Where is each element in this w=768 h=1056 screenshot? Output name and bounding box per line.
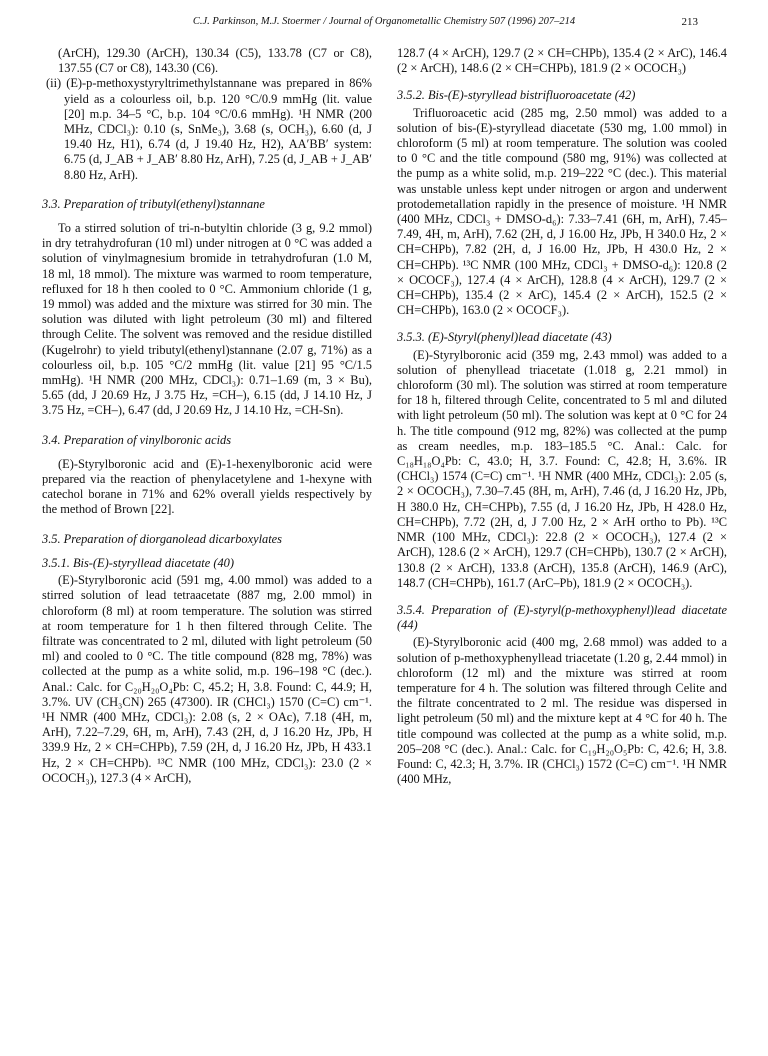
- section-heading-3-5: 3.5. Preparation of diorganolead dicarboxylates: [42, 531, 282, 546]
- paragraph-3-4: (E)-Styrylboronic acid and (E)-1-hexenylboronic acid were prepared via the reaction of phenylacetylene and 1-hexyne with catechol borane in 71% and 62% overall yields respectively by the method of Brown [22].: [42, 456, 372, 517]
- page-number: 213: [681, 16, 698, 28]
- paragraph-3-5-1: (E)-Styrylboronic acid (591 mg, 4.00 mmol) was added to a stirred solution of lead tetraacetate (887 mg, 2.00 mmol) in chloroform (8 ml) at room temperature. The solution was stirred at room temperature for 1 h then filtered through Celite. The filtrate was concentrated to 2 ml, diluted with light petroleum (50 ml) and cooled to 0 °C. The title compound (828 mg, 78%) was collected at the pump as a white solid, m.p. 196–198 °C (dec.). Anal.: Calc. for C₂₀H₂₀O₄Pb: C, 45.2; H, 3.8. Found: C, 44.9; H, 3.7%. UV (CH₃CN) 265 (47300). IR (CHCl₃) 1570 (C=C) cm⁻¹. ¹H NMR (400 MHz, CDCl₃): 2.08 (s, 2 × OAc), 7.18 (4H, m, ArH), 7.22–7.29, 6H, m, ArH), 7.43 (2H, d, J 16.20 Hz, JPb, H 339.9 Hz, 2 × CH=CHPb), 7.59 (2H, d, J 16.20 Hz, JPb, H 433.1 Hz, 2 × CH=CHPb). ¹³C NMR (100 MHz, CDCl₃): 23.0 (2 × OCOCH₃), 127.3 (4 × ArCH),: [42, 573, 372, 785]
- subsection-heading-3-5-3: 3.5.3. (E)-Styryl(phenyl)lead diacetate (43): [397, 330, 612, 345]
- left-column: [42, 46, 372, 786]
- section-heading-3-4: 3.4. Preparation of vinylboronic acids: [42, 432, 232, 447]
- paragraph-3-5-3: (E)-Styrylboronic acid (359 mg, 2.43 mmol) was added to a solution of phenyllead triacetate (1.018 g, 2.21 mmol) in chloroform (30 ml). The solution was stirred at room temperature for 18 h, filtered through Celite, concentrated to 5 ml and diluted with light petroleum (50 ml). The solution was kept at 0 °C for 24 h. The title compound (912 mg, 82%) was collected at the pump as cream needles, m.p. 183–185.5 °C. Anal.: Calc. for C₁₈H₁₈O₄Pb: C, 43.0; H, 3.7. Found: C, 42.8; H, 3.6%. IR (CHCl₃) 1574 (C=C) cm⁻¹. ¹H NMR (400 MHz, CDCl₃): 2.05 (s, 2 × OCOCH₃), 7.30–7.45 (8H, m, ArH), 7.46 (d, J 16.20 Hz, JPb, H 380.0 Hz, CH=CHPb), 7.55 (d, J 16.20 Hz, JPb, H 428.0 Hz, CH=CHPb), 7.72 (2H, d, J 7.00 Hz, 2 × ArH ortho to Pb). ¹³C NMR (100 MHz, CDCl₃): 22.8 (2 × OCOCH₃), 127.4 (2 × ArCH), 128.6 (2 × ArCH), 129.7 (CH=CHPb), 130.7 (2 × ArCH), 130.8 (2 × ArCH), 133.8 (ArCH), 135.8 (ArCH), 146.9 (ArC), 148.7 (CH=CHPb), 161.7 (ArC–Pb), 181.9 (2 × OCOCH₃).: [397, 347, 727, 590]
- page-header: [0, 14, 768, 32]
- paragraph-3-3: To a stirred solution of tri-n-butyltin chloride (3 g, 9.2 mmol) in dry tetrahydrofuran (10 ml) under nitrogen at 0 °C was added a solution of vinylmagnesium bromide in tetrahydrofuran (1.0 M, 18 ml, 18 mmol). The mixture was warmed to room temperature, refluxed for 18 h then cooled to 0 °C. Ammonium chloride (1 g, 19 mmol) was added and the mixture was stirred for 30 min. The solution was diluted with light petroleum (30 ml) and filtered through Celite. The solvent was removed and the residue distilled (Kugelrohr) to yield tributyl(ethenyl)stannane (2.07 g, 71%) as a colourless oil, b.p. 105 °C/2 mmHg (lit. value [21] 95 °C/1.5 mmHg). ¹H NMR (200 MHz, CDCl₃): 0.71–1.69 (m, 3 × Bu), 5.65 (dd, J 20.69 Hz, J 3.75 Hz, =CH–), 6.15 (dd, J 14.10 Hz, J 3.75 Hz, =CH–), 6.47 (dd, J 20.69 Hz, J 14.10 Hz, =CH-Sn).: [42, 221, 372, 418]
- subsection-heading-3-5-2: 3.5.2. Bis-(E)-styryllead bistrifluoroacetate (42): [397, 88, 636, 103]
- paragraph-continuation-right: 128.7 (4 × ArCH), 129.7 (2 × CH=CHPb), 135.4 (2 × ArC), 146.4 (2 × ArCH), 148.6 (2 × CH=CHPb), 181.9 (2 × OCOCH₃): [397, 46, 727, 76]
- subsection-heading-3-5-1: 3.5.1. Bis-(E)-styryllead diacetate (40): [42, 555, 234, 570]
- paragraph-3-5-2: Trifluoroacetic acid (285 mg, 2.50 mmol) was added to a solution of bis-(E)-styryllead diacetate (530 mg, 1.00 mmol) in chloroform (5 ml) at room temperature. The solution was cooled to 0 °C and the title compound (580 mg, 91%) was collected at the pump as a white solid, m.p. 219–222 °C (dec.). This material was unstable unless kept under nitrogen or argon and underwent protodemetallation rapidly in the presence of moisture. ¹H NMR (400 MHz, CDCl₃ + DMSO-d₆): 7.33–7.41 (6H, m, ArH), 7.45–7.49, 4H, m, ArH), 7.62 (2H, d, J 16.00 Hz, JPb, H 340.0 Hz, 2 × CH=CHPb), 7.82 (2H, d, J 16.00 Hz, JPb, H 430.0 Hz, 2 × CH=CHPb). ¹³C NMR (100 MHz, CDCl₃ + DMSO-d₆): 120.8 (2 × OCOCF₃), 127.4 (4 × ArCH), 128.8 (4 × ArCH), 129.7 (2 × CH=CHPb), 135.4 (2 × ArC), 145.4 (2 × ArCH), 152.5 (2 × CH=CHPb), 163.0 (2 × OCOCF₃).: [397, 105, 727, 318]
- right-column: [397, 46, 727, 787]
- paragraph-3-5-4: (E)-Styrylboronic acid (400 mg, 2.68 mmol) was added to a solution of p-methoxyphenyllead triacetate (1.20 g, 2.44 mmol) in chloroform (12 ml) and the mixture was stirred at room temperature for 4 h. The solution was filtered through Celite and the filtrate concentrated to 2 ml. The residue was dispersed in light petroleum (50 ml) and the mixture kept at 4 °C for 40 h. The title compound was collected at the pump as a white solid, m.p. 205–208 °C (dec.). Anal.: Calc. for C₁₉H₂₀O₅Pb: C, 42.6; H, 3.8. Found: C, 42.3; H, 3.7%. IR (CHCl₃) 1572 (C=C) cm⁻¹. ¹H NMR (400 MHz,: [397, 635, 727, 787]
- subsection-heading-3-5-4: 3.5.4. Preparation of (E)-styryl(p-methoxyphenyl)lead diacetate (44): [397, 602, 727, 633]
- running-head: C.J. Parkinson, M.J. Stoermer / Journal of Organometallic Chemistry 507 (1996) 207–214: [192, 16, 576, 27]
- paragraph-continuation: (ArCH), 129.30 (ArCH), 130.34 (C5), 133.78 (C7 or C8), 137.55 (C7 or C8), 143.30 (C6).: [58, 46, 372, 76]
- list-item-ii: (ii) (E)-p-methoxystyryltrimethylstannane was prepared in 86% yield as a colourless oil, b.p. 120 °C/0.9 mmHg (lit. value [20] m.p. 34–5 °C, b.p. 104 °C/0.6 mmHg). ¹H NMR (200 MHz, CDCl₃): 0.10 (s, SnMe₃), 3.68 (s, OCH₃), 6.60 (d, J 19.40 Hz, H1), 6.74 (d, J 19.40 Hz, H2), AA′BB′ system: 6.75 (d, J_AB + J_AB′ 8.80 Hz, ArH), 7.25 (d, J_AB + J_AB′ 8.80 Hz, ArH).: [46, 76, 372, 182]
- section-heading-3-3: 3.3. Preparation of tributyl(ethenyl)stannane: [42, 196, 265, 211]
